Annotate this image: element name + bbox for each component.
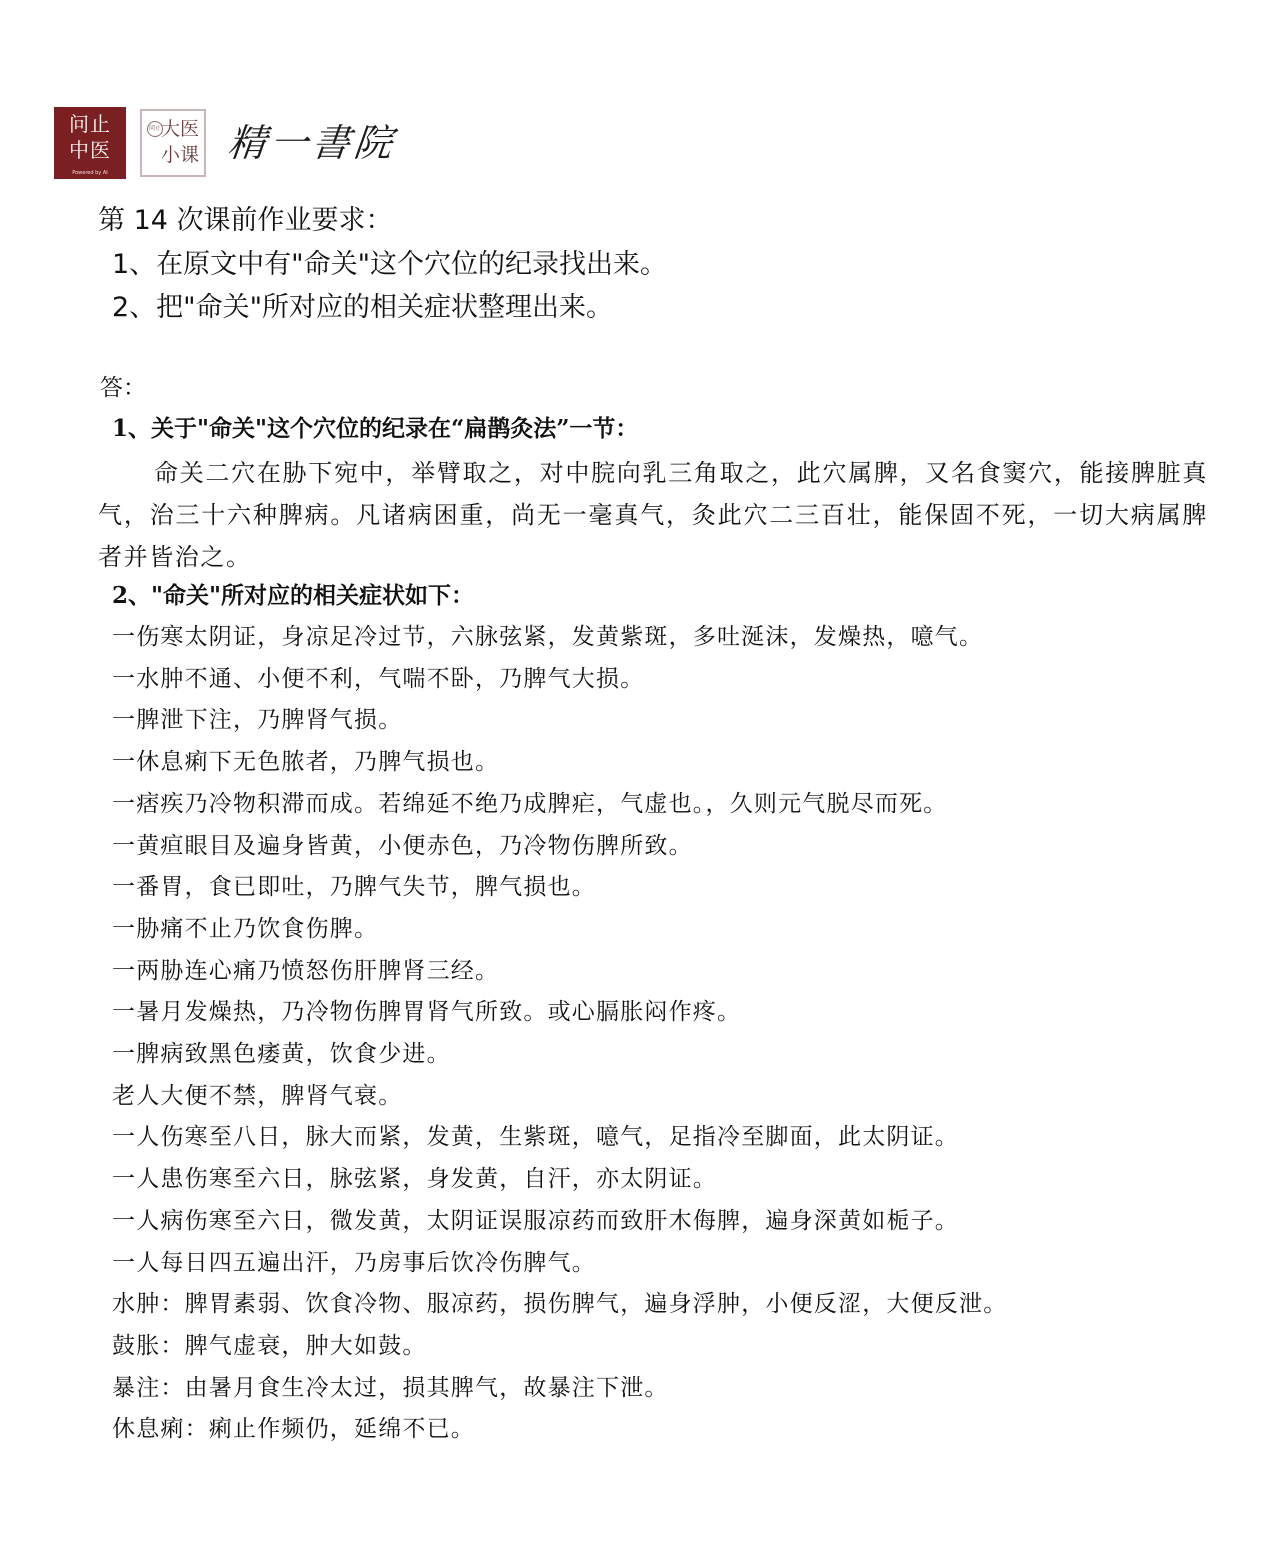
logo-box-line2: 小课 [161, 144, 200, 166]
symptom-item: 老人大便不禁，脾肾气衰。 [112, 1082, 403, 1109]
homework-title: 第 14 次课前作业要求： [98, 205, 393, 236]
answer-paragraph: 命关二穴在胁下宛中，举臂取之，对中脘向乳三角取之，此穴属脾，又名食窦穴，能接脾脏真气，治三十六种脾病。凡诸病困重，尚无一毫真气，灸此穴二三百壮，能保固不死，一切大病属脾者并皆治之。 [98, 459, 1208, 571]
jingyi-shuyuan-calligraphy-logo: 精一書院 [225, 121, 399, 165]
symptom-item: 水肿：脾胃素弱、饮食冷物、服凉药，损伤脾气，遍身浮肿，小便反涩，大便反泄。 [112, 1291, 1008, 1318]
symptom-item: 一黄疸眼目及遍身皆黄，小便赤色，乃冷物伤脾所致。 [112, 832, 693, 859]
symptom-item: 一痞疾乃冷物积滞而成。若绵延不绝乃成脾疟，气虚也。，久则元气脱尽而死。 [112, 790, 948, 817]
dayi-xiaoke-logo [140, 109, 206, 177]
symptom-item: 一人病伤寒至六日，微发黄，太阴证误服凉药而致肝木侮脾，遍身深黄如栀子。 [112, 1207, 959, 1234]
logo-row [54, 106, 399, 180]
symptom-item: 一人伤寒至八日，脉大而紧，发黄，生紫斑，噫气，足指冷至脚面，此太阴证。 [112, 1124, 959, 1151]
answer-label: 答： [100, 375, 146, 401]
symptom-item: 暴注：由暑月食生冷太过，损其脾气，故暴注下泄。 [112, 1374, 669, 1401]
symptom-item: 一人每日四五遍出汗，乃房事后饮冷伤脾气。 [112, 1249, 596, 1276]
logo-box-line1: 大医 [161, 118, 200, 140]
symptom-item: 一番胃，食已即吐，乃脾气失节，脾气损也。 [112, 874, 596, 901]
logo-powered-text: Powered by AI [72, 170, 108, 176]
symptom-item: 一脾泄下注，乃脾肾气损。 [112, 707, 403, 734]
wenzhi-logo [54, 107, 126, 179]
symptom-item: 一人患伤寒至六日，脉弦紧，身发黄，自汗，亦太阴证。 [112, 1166, 717, 1193]
symptom-list [112, 617, 1007, 1451]
requirement-item: 1、在原文中有"命关"这个穴位的纪录找出来。 [112, 249, 668, 280]
symptom-item: 鼓胀：脾气虚衰，肿大如鼓。 [112, 1332, 427, 1359]
answer-heading-2: 2、"命关"所对应的相关症状如下： [112, 582, 474, 609]
logo-text-line2: 中医 [69, 138, 111, 162]
symptom-item: 休息痢：痢止作频仍，延绵不已。 [112, 1416, 475, 1443]
symptom-item: 一暑月发燥热，乃冷物伤脾胃肾气所致。或心膈胀闷作疼。 [112, 999, 742, 1026]
seal-icon: 问止 [147, 121, 163, 137]
symptom-item: 一两胁连心痛乃愤怒伤肝脾肾三经。 [112, 957, 500, 984]
symptom-item: 一脾病致黑色痿黄，饮食少进。 [112, 1041, 451, 1068]
symptom-item: 一伤寒太阴证，身凉足冷过节，六脉弦紧，发黄紫斑，多吐涎沫，发燥热，噫气。 [112, 624, 984, 650]
logo-text-line1: 问止 [69, 112, 111, 136]
answer-heading-1: 1、关于"命关"这个穴位的纪录在“扁鹊灸法”一节： [112, 415, 639, 442]
requirement-item: 2、把"命关"所对应的相关症状整理出来。 [112, 292, 614, 323]
symptom-item: 一休息痢下无色脓者，乃脾气损也。 [112, 749, 500, 776]
symptom-item: 一水肿不通、小便不利，气喘不卧，乃脾气大损。 [112, 665, 645, 692]
symptom-item: 一胁痛不止乃饮食伤脾。 [112, 915, 379, 942]
